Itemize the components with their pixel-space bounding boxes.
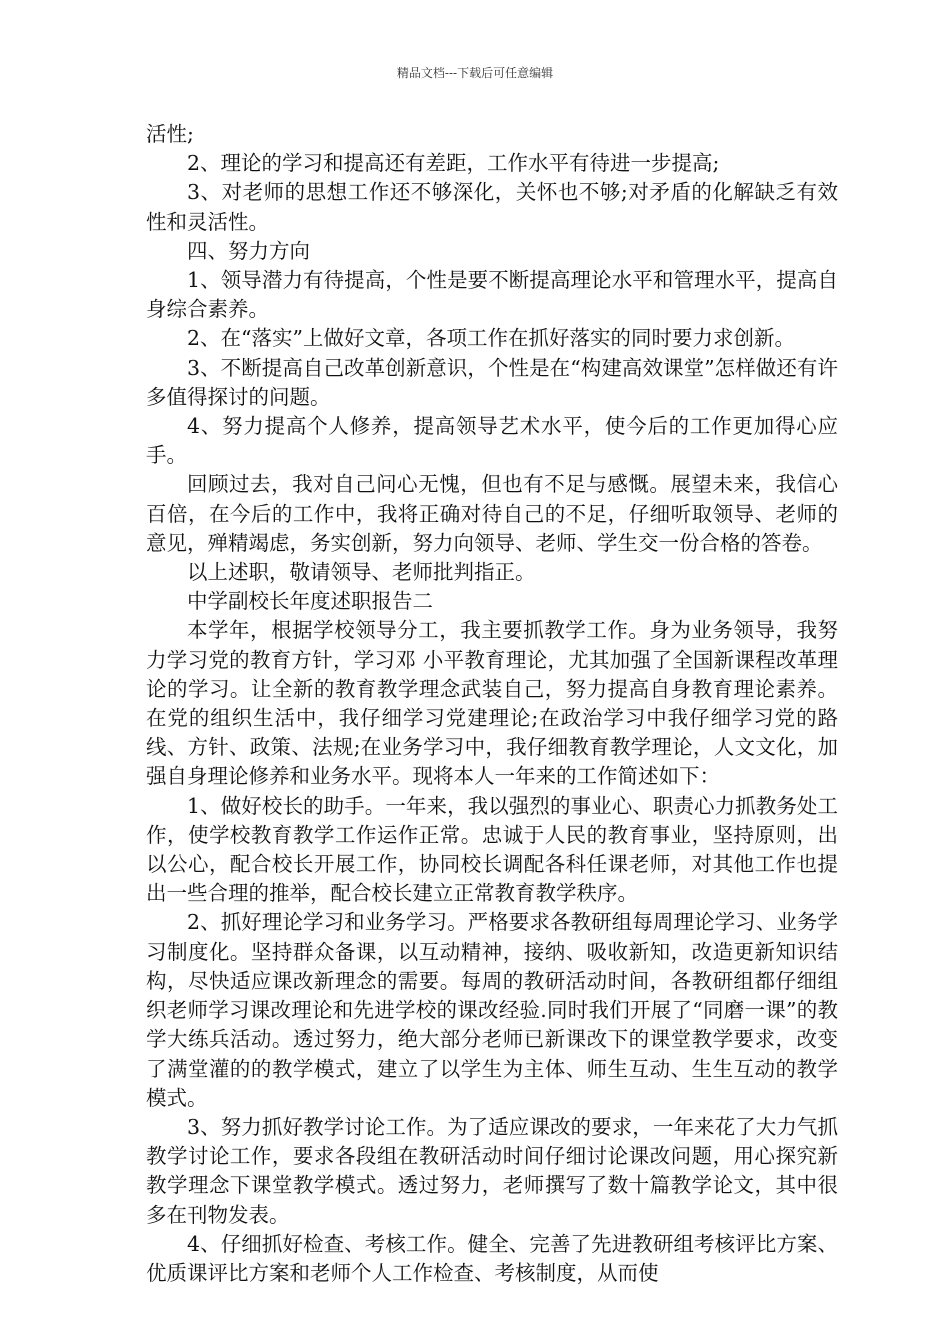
- paragraph: 4、仔细抓好检查、考核工作。健全、完善了先进教研组考核评比方案、优质课评比方案和老师个人工作检查、考核制度，从而使: [146, 1231, 838, 1285]
- paragraph: 4、努力提高个人修养，提高领导艺术水平，使今后的工作更加得心应手。: [146, 414, 838, 468]
- paragraph: 3、对老师的思想工作还不够深化，关怀也不够;对矛盾的化解缺乏有效性和灵活性。: [146, 180, 838, 234]
- report-title: 中学副校长年度述职报告二: [187, 589, 433, 614]
- paragraph: 1、做好校长的助手。一年来，我以强烈的事业心、职责心力抓教务处工作，使学校教育教学工作运作正常。忠诚于人民的教育事业，坚持原则，出以公心，配合校长开展工作，协同校长调配各科任课老师，对其他工作也提出一些合理的推举，配合校长建立正常教育教学秩序。: [146, 793, 838, 906]
- paragraph: 2、在“落实”上做好文章，各项工作在抓好落实的同时要力求创新。: [187, 326, 796, 351]
- paragraph: 本学年，根据学校领导分工，我主要抓教学工作。身为业务领导，我努力学习党的教育方针，学习邓 小平教育理论，尤其加强了全国新课程改革理论的学习。让全新的教育教学理念武装自己，努力提高自身教育理论素养。在党的组织生活中，我仔细学习党建理论;在政治学习中我仔细学习党的路线、方针、政策、法规;在业务学习中，我仔细教育教学理论，人文文化，加强自身理论修养和业务水平。现将本人一年来的工作简述如下：: [146, 618, 838, 789]
- paragraph: 3、努力抓好教学讨论工作。为了适应课改的要求，一年来花了大力气抓教学讨论工作，要求各段组在教研活动时间仔细讨论课改问题，用心探究新教学理念下课堂教学模式。透过努力，老师撰写了数十篇教学论文，其中很多在刊物发表。: [146, 1114, 838, 1227]
- paragraph: 2、理论的学习和提高还有差距，工作水平有待进一步提高;: [187, 151, 720, 176]
- paragraph: 回顾过去，我对自己问心无愧，但也有不足与感慨。展望未来，我信心百倍，在今后的工作中，我将正确对待自己的不足，仔细听取领导、老师的意见，殚精竭虑，务实创新，努力向领导、老师、学生交一份合格的答卷。: [146, 472, 838, 555]
- paragraph: 2、抓好理论学习和业务学习。严格要求各教研组每周理论学习、业务学习制度化。坚持群众备课，以互动精神，接纳、吸收新知，改造更新知识结构，尽快适应课改新理念的需要。每周的教研活动时间，各教研组都仔细组织老师学习课改理论和先进学校的课改经验.同时我们开展了“同磨一课”的教学大练兵活动。透过努力，绝大部分老师已新课改下的课堂教学要求，改变了满堂灌的的教学模式，建立了以学生为主体、师生互动、生生互动的教学模式。: [146, 910, 838, 1110]
- page-header: 精品文档---下载后可任意编辑: [396, 66, 554, 80]
- paragraph: 以上述职，敬请领导、老师批判指正。: [187, 560, 536, 585]
- section-heading: 四、努力方向: [187, 238, 310, 263]
- paragraph: 1、领导潜力有待提高，个性是要不断提高理论水平和管理水平，提高自身综合素养。: [146, 268, 838, 322]
- document-body: [146, 120, 838, 1288]
- paragraph: 活性;: [146, 122, 194, 146]
- paragraph: 3、不断提高自己改革创新意识，个性是在“构建高效课堂”怎样做还有许多值得探讨的问题。: [146, 355, 838, 409]
